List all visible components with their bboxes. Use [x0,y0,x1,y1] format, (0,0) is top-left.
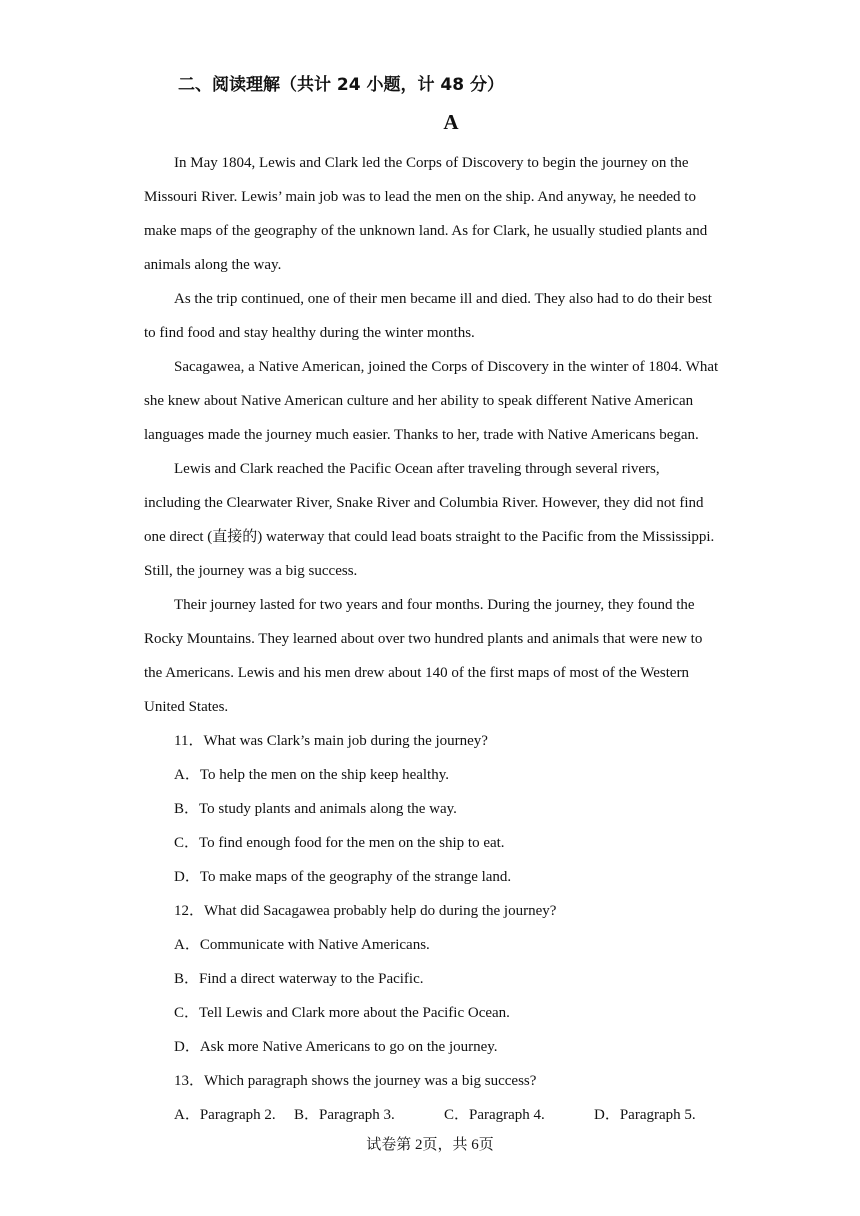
question-11-option-b: B．To study plants and animals along the way. [174,801,457,817]
paragraph-5: Their journey lasted for two years and four months. During the journey, they found the Rocky Mountains. They learned about over two hundred plants and animals that were new to the Americans. Lewis and his men drew about 140 of the first maps of most of the Western United States. [144,597,703,715]
question-11-option-c: C．To find enough food for the men on the ship to eat. [174,835,505,851]
question-13-stem: 13．Which paragraph shows the journey was a big success? [174,1073,537,1089]
question-11-option-a: A．To help the men on the ship keep healthy. [174,767,449,783]
passage-content [144,146,720,1132]
paragraph-2: As the trip continued, one of their men became ill and died. They also had to do their best to find food and stay healthy during the winter months. [144,291,712,341]
section-heading: 二、阅读理解（共计 24 小题，计 48 分） [178,75,504,95]
question-12-option-a: A．Communicate with Native Americans. [174,937,430,953]
paragraph-1: In May 1804, Lewis and Clark led the Corps of Discovery to begin the journey on the Missouri River. Lewis’ main job was to lead the men on the ship. And anyway, he needed to make maps of the geography of the unknown land. As for Clark, he usually studied plants and animals along the way. [144,155,708,273]
question-11-stem: 11．What was Clark’s main job during the journey? [174,733,488,749]
question-12-option-b: B．Find a direct waterway to the Pacific. [174,971,424,987]
question-13-option-b: B．Paragraph 3. [294,1107,395,1123]
question-13-options [144,1098,720,1132]
paragraph-3: Sacagawea, a Native American, joined the Corps of Discovery in the winter of 1804. What she knew about Native American culture and her ability to speak different Native American languages made the journey much easier. Thanks to her, trade with Native Americans began. [144,359,719,443]
page-footer: 试卷第 2页，共 6页 [366,1137,494,1153]
question-12-option-c: C．Tell Lewis and Clark more about the Pacific Ocean. [174,1005,510,1021]
question-13-option-d: D．Paragraph 5. [594,1107,696,1123]
question-12-option-d: D．Ask more Native Americans to go on the journey. [174,1039,498,1055]
question-13-option-a: A．Paragraph 2. [174,1107,276,1123]
paragraph-4: Lewis and Clark reached the Pacific Ocean after traveling through several rivers, including the Clearwater River, Snake River and Columbia River. However, they did not find one direct (直接的) waterway that could lead boats straight to the Pacific from the Mississippi. Still, the journey was a big success. [144,461,715,579]
question-13-option-c: C．Paragraph 4. [444,1107,545,1123]
question-11-option-d: D．To make maps of the geography of the strange land. [174,869,512,885]
passage-letter: A [443,110,459,134]
question-12-stem: 12．What did Sacagawea probably help do during the journey? [174,903,557,919]
